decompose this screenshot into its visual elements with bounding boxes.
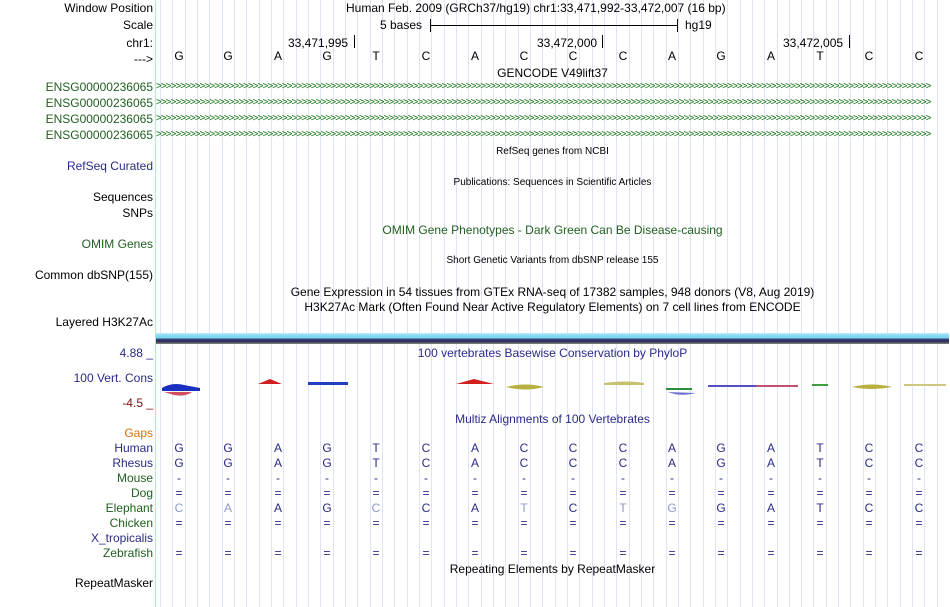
phylop-logo-g — [668, 392, 696, 395]
dbsnp-label[interactable]: Common dbSNP(155) — [34, 268, 153, 282]
gene-arrow-track[interactable]: >>>>>>>>>>>>>>>>>>>>>>>>>>>>>>>>>>>>>>>>>>>>>>>>>>>>>>>>>>>>>>>>>>>>>>>>>>>>>>>>>>>>>>>>>>>>>>>>>>>>>>>>>>>>>>>>>>>>>>>>>>>>>>>>>>>>>>>>>>>>>>>>>>>>>>>>>>>>>>>> — [156, 113, 931, 124]
alignment-base: = — [865, 516, 873, 530]
alignment-base: = — [175, 486, 183, 500]
sequence-base: T — [816, 49, 824, 63]
alignment-base: = — [619, 546, 627, 560]
alignment-base: - — [670, 471, 674, 485]
alignment-base: = — [717, 516, 725, 530]
scale-bar — [430, 25, 678, 26]
alignment-base: C — [914, 441, 924, 455]
gene-arrow-track[interactable]: >>>>>>>>>>>>>>>>>>>>>>>>>>>>>>>>>>>>>>>>>>>>>>>>>>>>>>>>>>>>>>>>>>>>>>>>>>>>>>>>>>>>>>>>>>>>>>>>>>>>>>>>>>>>>>>>>>>>>>>>>>>>>>>>>>>>>>>>>>>>>>>>>>>>>>>>>>>>>>>> — [156, 129, 931, 140]
phylop-label[interactable]: 100 Vert. Cons — [73, 371, 153, 385]
alignment-base: = — [422, 516, 430, 530]
alignment-base: = — [816, 516, 824, 530]
phylop-logo-g — [308, 382, 348, 385]
alignment-base: - — [719, 471, 723, 485]
alignment-base: = — [767, 546, 775, 560]
gencode-item-label[interactable]: ENSG00000236065 — [45, 112, 153, 126]
alignment-base: G — [716, 501, 726, 515]
alignment-base: C — [618, 456, 628, 470]
alignment-base: T — [816, 501, 824, 515]
alignment-base: = — [816, 486, 824, 500]
snps-label[interactable]: SNPs — [122, 206, 153, 220]
alignment-base: = — [323, 486, 331, 500]
alignment-base: A — [223, 501, 232, 515]
alignment-base: - — [177, 471, 181, 485]
alignment-base: - — [818, 471, 822, 485]
alignment-base: = — [372, 546, 380, 560]
alignment-base: - — [325, 471, 329, 485]
alignment-base: - — [424, 471, 428, 485]
window-position-value: Human Feb. 2009 (GRCh37/hg19) chr1:33,471,992-33,472,007 (16 bp) — [346, 1, 726, 15]
alignment-base: = — [915, 516, 923, 530]
sequence-base: C — [914, 49, 924, 63]
scale-right-text: hg19 — [685, 18, 712, 32]
alignment-base: A — [667, 456, 676, 470]
sequence-base: C — [568, 49, 578, 63]
sequence-base: C — [864, 49, 874, 63]
alignment-base: = — [520, 516, 528, 530]
alignment-base: C — [568, 501, 578, 515]
sequence-base: A — [667, 49, 676, 63]
alignment-base: G — [667, 501, 677, 515]
phylop-conservation-graph[interactable] — [156, 374, 949, 404]
phylop-logo-c — [852, 385, 892, 390]
species-label[interactable]: Elephant — [105, 501, 153, 515]
alignment-base: T — [520, 501, 528, 515]
species-label[interactable]: X_tropicalis — [90, 531, 153, 545]
alignment-base: = — [865, 546, 873, 560]
alignment-base: - — [917, 471, 921, 485]
gene-arrow-track[interactable]: >>>>>>>>>>>>>>>>>>>>>>>>>>>>>>>>>>>>>>>>>>>>>>>>>>>>>>>>>>>>>>>>>>>>>>>>>>>>>>>>>>>>>>>>>>>>>>>>>>>>>>>>>>>>>>>>>>>>>>>>>>>>>>>>>>>>>>>>>>>>>>>>>>>>>>>>>>>>>>>> — [156, 81, 931, 92]
alignment-base: = — [422, 546, 430, 560]
scale-bar-left-tick — [430, 19, 431, 32]
sequences-label[interactable]: Sequences — [92, 190, 153, 204]
phylop-max-label: 4.88 _ — [119, 346, 153, 360]
sequence-base: G — [174, 49, 184, 63]
phylop-logo-c — [506, 385, 544, 390]
alignment-base: C — [914, 456, 924, 470]
alignment-base: T — [816, 456, 824, 470]
alignment-base: A — [470, 456, 479, 470]
alignment-base: = — [865, 486, 873, 500]
alignment-base: = — [915, 486, 923, 500]
alignment-base: = — [717, 486, 725, 500]
phylop-title[interactable]: 100 vertebrates Basewise Conservation by PhyloP — [417, 346, 688, 360]
phylop-logo-a — [258, 379, 282, 384]
coordinate-tick — [354, 35, 355, 48]
alignment-base: = — [767, 486, 775, 500]
h3k27ac-title[interactable]: H3K27Ac Mark (Often Found Near Active Regulatory Elements) on 7 cell lines from ENCODE — [304, 300, 801, 314]
alignment-base: = — [471, 546, 479, 560]
alignment-base: - — [522, 471, 526, 485]
alignment-base: = — [274, 516, 282, 530]
coordinate-tick — [849, 35, 850, 48]
alignment-base: = — [224, 486, 232, 500]
species-label[interactable]: Chicken — [109, 516, 153, 530]
sequence-base: A — [766, 49, 775, 63]
alignment-base: G — [223, 441, 233, 455]
alignment-base: C — [568, 456, 578, 470]
gencode-title[interactable]: GENCODE V49lift37 — [497, 66, 608, 80]
alignment-base: C — [519, 441, 529, 455]
sequence-base: A — [273, 49, 282, 63]
gaps-label[interactable]: Gaps — [124, 426, 153, 440]
alignment-base: = — [422, 486, 430, 500]
refseq-label[interactable]: RefSeq Curated — [66, 159, 153, 173]
alignment-base: = — [274, 546, 282, 560]
alignment-base: G — [322, 441, 332, 455]
alignment-base: = — [915, 546, 923, 560]
alignment-base: = — [668, 546, 676, 560]
alignment-base: - — [621, 471, 625, 485]
alignment-base: = — [668, 486, 676, 500]
publications-title[interactable]: Publications: Sequences in Scientific Articles — [453, 177, 652, 188]
alignment-base: = — [816, 546, 824, 560]
alignment-base: T — [619, 501, 627, 515]
alignment-base: = — [372, 516, 380, 530]
alignment-base: C — [618, 441, 628, 455]
phylop-logo-t — [756, 385, 798, 387]
dbsnp-title[interactable]: Short Genetic Variants from dbSNP release 155 — [446, 255, 659, 266]
alignment-base: = — [224, 516, 232, 530]
alignment-base: C — [568, 441, 578, 455]
alignment-base: G — [322, 456, 332, 470]
alignment-base: - — [571, 471, 575, 485]
gencode-item-label[interactable]: ENSG00000236065 — [45, 96, 153, 110]
coordinate-label: 33,472,005 — [783, 36, 844, 50]
alignment-base: T — [372, 456, 380, 470]
alignment-base: A — [273, 501, 282, 515]
alignment-base: = — [717, 546, 725, 560]
refseq-title[interactable]: RefSeq genes from NCBI — [496, 146, 609, 157]
alignment-base: A — [667, 441, 676, 455]
alignment-base: = — [323, 546, 331, 560]
repeatmasker-title[interactable]: Repeating Elements by RepeatMasker — [449, 562, 656, 576]
alignment-base: C — [914, 501, 924, 515]
coordinate-label: 33,472,000 — [537, 36, 598, 50]
species-label[interactable]: Dog — [130, 486, 153, 500]
sequence-base: T — [372, 49, 380, 63]
alignment-base: A — [273, 456, 282, 470]
alignment-base: C — [421, 456, 431, 470]
alignment-base: C — [421, 441, 431, 455]
alignment-base: - — [473, 471, 477, 485]
phylop-logo-a — [666, 388, 692, 390]
alignment-base: = — [767, 516, 775, 530]
scale-bar-right-tick — [677, 19, 678, 32]
sequence-base: C — [519, 49, 529, 63]
alignment-base: = — [520, 546, 528, 560]
sequence-base: G — [223, 49, 233, 63]
alignment-base: T — [372, 441, 380, 455]
chrom-label: chr1: — [126, 36, 153, 50]
phylop-logo-a — [708, 385, 756, 387]
phylop-logo-t — [812, 384, 828, 386]
scale-left-text: 5 bases — [380, 18, 423, 32]
species-label[interactable]: Rhesus — [112, 456, 153, 470]
phylop-logo-c — [604, 382, 644, 386]
alignment-base: = — [569, 486, 577, 500]
h3k27ac-label[interactable]: Layered H3K27Ac — [55, 315, 153, 329]
h3k27ac-signal[interactable] — [156, 333, 949, 344]
alignment-base: C — [864, 501, 874, 515]
alignment-base: C — [371, 501, 381, 515]
omim-title[interactable]: OMIM Gene Phenotypes - Dark Green Can Be Disease-causing — [382, 223, 723, 237]
alignment-base: C — [519, 456, 529, 470]
alignment-base: = — [471, 486, 479, 500]
gencode-item-label[interactable]: ENSG00000236065 — [45, 80, 153, 94]
alignment-base: - — [374, 471, 378, 485]
alignment-base: C — [864, 456, 874, 470]
alignment-base: A — [766, 456, 775, 470]
alignment-base: = — [569, 516, 577, 530]
window-position-label: Window Position — [64, 1, 153, 15]
alignment-base: G — [174, 441, 184, 455]
phylop-logo-a — [456, 379, 494, 384]
species-label[interactable]: Mouse — [116, 471, 153, 485]
alignment-base: A — [766, 501, 775, 515]
alignment-base: = — [619, 486, 627, 500]
alignment-base: = — [175, 546, 183, 560]
species-label[interactable]: Human — [114, 441, 153, 455]
alignment-base: A — [470, 501, 479, 515]
alignment-base: - — [769, 471, 773, 485]
phylop-logo-g — [162, 384, 200, 391]
repeatmasker-label[interactable]: RepeatMasker — [74, 576, 153, 590]
alignment-base: G — [716, 441, 726, 455]
sequence-base: A — [470, 49, 479, 63]
alignment-base: = — [274, 486, 282, 500]
species-label[interactable]: Zebrafish — [102, 546, 153, 560]
coordinate-tick — [602, 35, 603, 48]
alignment-base: = — [175, 516, 183, 530]
sequence-base: G — [322, 49, 332, 63]
alignment-base: C — [174, 501, 184, 515]
alignment-base: G — [716, 456, 726, 470]
sequence-base: G — [716, 49, 726, 63]
alignment-base: A — [273, 441, 282, 455]
alignment-base: = — [520, 486, 528, 500]
alignment-base: = — [668, 516, 676, 530]
alignment-base: G — [322, 501, 332, 515]
alignment-base: C — [864, 441, 874, 455]
strand-arrow-label: ---> — [134, 52, 153, 66]
alignment-base: T — [816, 441, 824, 455]
phylop-logo-g-lower — [164, 392, 192, 396]
sequence-base: C — [618, 49, 628, 63]
alignment-base: = — [569, 546, 577, 560]
alignment-base: C — [421, 501, 431, 515]
coordinate-label: 33,471,995 — [288, 36, 349, 50]
alignment-base: = — [372, 486, 380, 500]
alignment-base: G — [223, 456, 233, 470]
scale-label: Scale — [122, 18, 153, 32]
alignment-base: = — [619, 516, 627, 530]
phylop-logo-c — [904, 384, 946, 386]
alignment-base: - — [867, 471, 871, 485]
alignment-base: - — [226, 471, 230, 485]
gtex-title[interactable]: Gene Expression in 54 tissues from GTEx RNA-seq of 17382 samples, 948 donors (V8, Aug 2019) — [290, 285, 815, 299]
omim-label[interactable]: OMIM Genes — [81, 237, 153, 251]
sequence-base: C — [421, 49, 431, 63]
alignment-base: A — [470, 441, 479, 455]
multiz-title[interactable]: Multiz Alignments of 100 Vertebrates — [455, 412, 650, 426]
alignment-base: G — [174, 456, 184, 470]
alignment-base: = — [471, 516, 479, 530]
alignment-base: - — [276, 471, 280, 485]
gene-arrow-track[interactable]: >>>>>>>>>>>>>>>>>>>>>>>>>>>>>>>>>>>>>>>>>>>>>>>>>>>>>>>>>>>>>>>>>>>>>>>>>>>>>>>>>>>>>>>>>>>>>>>>>>>>>>>>>>>>>>>>>>>>>>>>>>>>>>>>>>>>>>>>>>>>>>>>>>>>>>>>>>>>>>>> — [156, 97, 931, 108]
alignment-base: = — [224, 546, 232, 560]
alignment-base: = — [323, 516, 331, 530]
alignment-base: A — [766, 441, 775, 455]
gencode-item-label[interactable]: ENSG00000236065 — [45, 128, 153, 142]
phylop-min-label: -4.5 _ — [122, 396, 153, 410]
